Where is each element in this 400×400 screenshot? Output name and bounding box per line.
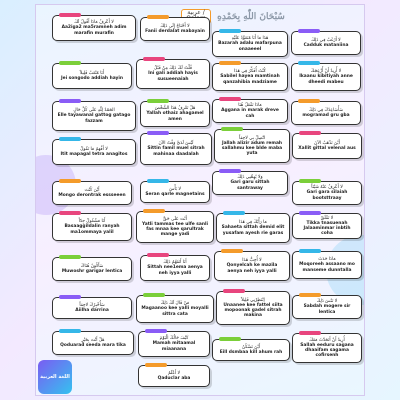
card-tab <box>59 99 81 103</box>
card-latin: Sabilel hayea mamtinah qanzahibia madziame <box>220 74 280 85</box>
card-latin: Muwoshr garigar lentica <box>61 269 123 274</box>
card-arabic: أَيْنَ تَذْهَبُ الآنَ <box>314 140 340 146</box>
phrase-card <box>292 181 362 205</box>
card-tab <box>299 249 321 253</box>
phrase-card <box>136 211 214 243</box>
card-latin: Seran qarle magnetains <box>145 192 205 197</box>
phrase-card <box>52 181 132 205</box>
phrase-card <box>214 251 290 281</box>
card-arabic: سَأُسَاعِدُكَ فِي ذَلِكَ <box>308 107 344 113</box>
card-tab <box>59 255 81 259</box>
phrase-card <box>216 213 290 243</box>
phrase-card <box>212 31 288 57</box>
card-tab <box>299 131 321 135</box>
card-tab <box>147 179 169 183</box>
phrase-card <box>52 213 132 241</box>
card-tab <box>59 329 81 333</box>
card-arabic: أَنَا مَشْغُولٌ جِدّاً <box>78 219 106 225</box>
phrase-card <box>292 251 362 279</box>
card-tab <box>147 99 169 103</box>
card-arabic: لا أَرْغَبُ فِي ذَلِكَ <box>311 37 341 43</box>
card-latin: Gari gara silaiah bootsttraay <box>306 190 348 201</box>
card-latin: Elle tayawanal gattog gatago fazzam <box>57 113 131 124</box>
phrase-card <box>212 339 290 361</box>
card-tab <box>299 179 321 183</box>
phrase-card <box>291 101 361 125</box>
phrase-card <box>136 295 214 323</box>
card-arabic: مَا رَأْيُكَ فِي هَذَا <box>239 220 267 226</box>
card-latin: Unaanee kee fattel siita mopoonak gadel sitrah makina <box>223 302 283 319</box>
card-tab <box>147 253 169 257</box>
card-arabic: كَيْفَ حَالُكَ الْيَوْمَ <box>159 336 189 342</box>
card-arabic: لا أُرِيدُ أَنْ أُزْعِجَكَ <box>310 69 342 75</box>
card-arabic: لا أَحْتَاجُ إِلَى ذَلِكَ <box>160 23 190 29</box>
card-latin: Sittah nee1ema aenya neh iyya yalli <box>147 265 203 276</box>
card-arabic: سَأُخْبِرُكَ لاحِقاً <box>79 302 105 308</box>
phrase-card <box>212 171 288 195</box>
card-tab <box>147 15 169 19</box>
card-tab <box>145 329 167 333</box>
poster-sheet <box>35 4 365 396</box>
card-latin: Aiilha darrina <box>75 308 109 313</box>
phrase-card <box>138 331 210 357</box>
card-arabic: لا تَقْلَقْ <box>320 215 334 221</box>
card-tab <box>299 331 321 335</box>
card-tab <box>219 61 241 65</box>
card-tab <box>219 97 241 101</box>
card-tab <box>143 57 165 61</box>
phrase-card <box>291 63 361 91</box>
card-latin: Fanii derdalat mabayain <box>145 29 205 34</box>
card-arabic: أَيْنَ تَسْكُنُ <box>241 344 261 350</box>
publisher-logo: اللغة العربية <box>38 360 72 394</box>
phrase-card <box>292 133 362 159</box>
card-latin: Cadduk mataniina <box>303 43 349 48</box>
card-latin: Qaduclar aba <box>157 376 191 381</box>
phrase-card <box>138 365 210 387</box>
card-tab <box>223 211 245 215</box>
card-tab <box>223 289 245 293</box>
phrase-card <box>136 59 210 89</box>
card-arabic: سَأَكُونُ هُنَاكَ <box>80 263 104 269</box>
card-latin: Mamah mitaamal miaanana <box>152 341 196 352</box>
card-latin: Itit mapagal tetra anagitos <box>60 152 128 157</box>
card-tab <box>298 29 320 33</box>
card-arabic: مَنْ قَالَ لَكَ ذَلِكَ <box>160 301 190 307</box>
card-tab <box>59 295 81 299</box>
phrase-card <box>216 291 290 325</box>
card-arabic: أَنَا مُتْعَبٌ قَلِيلاً <box>79 70 105 76</box>
card-arabic: الحَمْدُ لِلّٰهِ عَلَى كُلِّ حَالٍ <box>73 108 115 114</box>
card-tab <box>145 363 167 367</box>
card-tab <box>298 61 320 65</box>
phrase-card <box>291 31 361 55</box>
card-arabic: اِنْتَظِرْنِي قَلِيلاً <box>241 297 265 303</box>
card-tab <box>298 99 320 103</box>
card-latin: Mongo derontrak essseeen <box>58 193 126 198</box>
card-arabic: لا أَفْهَمُ مَا تَقُولُ <box>80 146 108 152</box>
card-arabic: أُرِيدُ أَنْ أَتَحَدَّثَ مَعَكَ <box>309 337 345 343</box>
card-latin: Sittin famil muel sitrah mahinaa daadalah <box>147 146 205 157</box>
card-latin: Sabdah mogere sir lentica <box>303 304 351 315</box>
phrase-card <box>140 255 210 281</box>
card-latin: Sahaeta sittah demid elit yusafam ayesh rie garas <box>221 225 285 236</box>
card-latin: Ini gali addiah hayis susueenaiah <box>148 71 198 82</box>
card-tab <box>219 29 241 33</box>
phrase-card <box>214 129 290 163</box>
card-latin: Aa2iga2 ma5ramneh adim marafin murafin <box>61 25 127 36</box>
phrase-card <box>140 17 210 41</box>
phrase-card <box>140 181 210 203</box>
phrase-card <box>52 63 132 89</box>
card-latin: Tikka tnasuenah Jalaaminmar inbtih coha <box>303 220 351 237</box>
card-arabic: لا أَعْرِفُ مَاذَا أَقُولُ لَكَ <box>74 20 114 26</box>
card-arabic: أَنَا أَتَفَهَّمُ ذَلِكَ <box>163 260 187 266</box>
phrase-card <box>140 133 212 165</box>
card-latin: Jallah alizir adum remah sallahmu kee blde maba yuta <box>221 140 283 157</box>
card-latin: Xallit gittal velenal aus <box>298 146 356 151</box>
card-tab <box>59 137 81 141</box>
card-latin: Yallah othaiz ahagamel amen <box>146 111 204 122</box>
phrase-card <box>212 99 288 123</box>
phrase-card <box>212 63 288 91</box>
card-arabic: لا بَأْسَ <box>169 186 181 192</box>
card-tab <box>299 211 321 215</box>
card-arabic: هَلْ تَعْرِفُ هَذَا الشَّخْصَ <box>154 106 196 112</box>
card-arabic: وَلا يُهِمُّنِي ذَلِكَ <box>237 175 263 181</box>
card-latin: Magaanoo kee yalli moyalli sittra cata <box>141 306 209 317</box>
card-tab <box>299 293 321 297</box>
phrase-card <box>292 295 362 319</box>
card-tab <box>59 179 81 183</box>
card-latin: Qonyelcah ke mazila aenya neh iyya yalli <box>226 263 278 274</box>
calligraphy-title: سُبْحَانَ اللّٰهِ بِحَمْدِهِ <box>217 12 285 22</box>
card-arabic: مَاذَا تَفْعَلُ هُنَا <box>238 103 262 109</box>
card-arabic: هَلْ أَنْتَ بِخَيْرٍ <box>81 337 105 343</box>
card-latin: Jei songodo addiah hayin <box>60 76 124 81</box>
card-latin: Yatli tammas tee ulfe sanli fas mnaa kee qarultrak mange yadi <box>141 221 209 238</box>
card-arabic: لَيْسَ لَدَيَّ وَقْتٌ الآنَ <box>158 141 194 147</box>
phrase-card <box>52 331 134 355</box>
card-latin: Eill dsmbaa kill ahum rah <box>219 350 283 355</box>
phrase-card <box>52 297 132 319</box>
card-arabic: أَيْنَ كُنْتَ <box>84 187 100 193</box>
card-latin: Qoduarad seeda mara tika <box>60 343 126 348</box>
card-arabic: مَاذَا حَدَثَ <box>318 257 336 263</box>
card-tab <box>221 127 243 131</box>
card-tab <box>221 249 243 253</box>
card-arabic: لا تَنْسَ ذَلِكَ <box>316 299 338 305</box>
card-arabic: اتَّصِلْ بِي لاحِقاً <box>238 135 266 141</box>
card-arabic: قُلْتُ لَكَ ذَلِكَ مِنْ قَبْلُ <box>154 66 192 72</box>
card-latin: Bazarah adalu mafarpuna onaaeeel <box>218 41 282 52</box>
card-tab <box>59 61 81 65</box>
card-latin: mogramad gru gba <box>302 113 350 118</box>
header-label: عربية / <box>181 9 211 24</box>
card-latin: Moqoreeh assaano mo manseme dunntalla <box>299 262 355 273</box>
card-arabic: لا أَعْرِفُ عَنْهُ شَيْئاً <box>311 185 343 191</box>
card-arabic: كُنْتُ أُفَكِّرُ فِي هَذَا <box>234 69 266 75</box>
phrase-card <box>52 257 132 281</box>
phrase-card <box>140 101 210 127</box>
card-tab <box>143 293 165 297</box>
phrase-card <box>52 101 136 131</box>
card-tab <box>147 131 169 135</box>
card-arabic: أَنْتَ عَلَى حَقٍّ <box>163 216 187 222</box>
phrase-card <box>292 213 362 239</box>
card-latin: Aggana in marak dreve cah <box>221 108 279 119</box>
card-arabic: لا أُحِبُّ هَذَا <box>242 258 262 264</box>
card-tab <box>219 337 241 341</box>
phrase-card <box>52 139 136 165</box>
card-latin: Sallah eeduru sagana dhaaifam sagama cofirsenh <box>300 342 354 359</box>
card-latin: Ikaanu kibitiyah anne dheedi mabeu <box>299 74 353 85</box>
card-arabic: هَذَا مَا أَنَا مُتَعَوِّدٌ عَلَيْهِ <box>231 36 269 42</box>
card-tab <box>219 169 241 173</box>
phrase-card <box>52 15 136 41</box>
card-latin: Basaaggildalin ranyah ma1ommaya yalil <box>64 224 120 235</box>
phrase-card <box>292 333 362 363</box>
card-tab <box>59 211 81 215</box>
card-tab <box>143 209 165 213</box>
card-tab <box>59 13 81 17</box>
card-arabic: لا أَعْلَمُ <box>167 370 181 376</box>
card-latin: Gari garu sittah santraway <box>230 180 270 191</box>
